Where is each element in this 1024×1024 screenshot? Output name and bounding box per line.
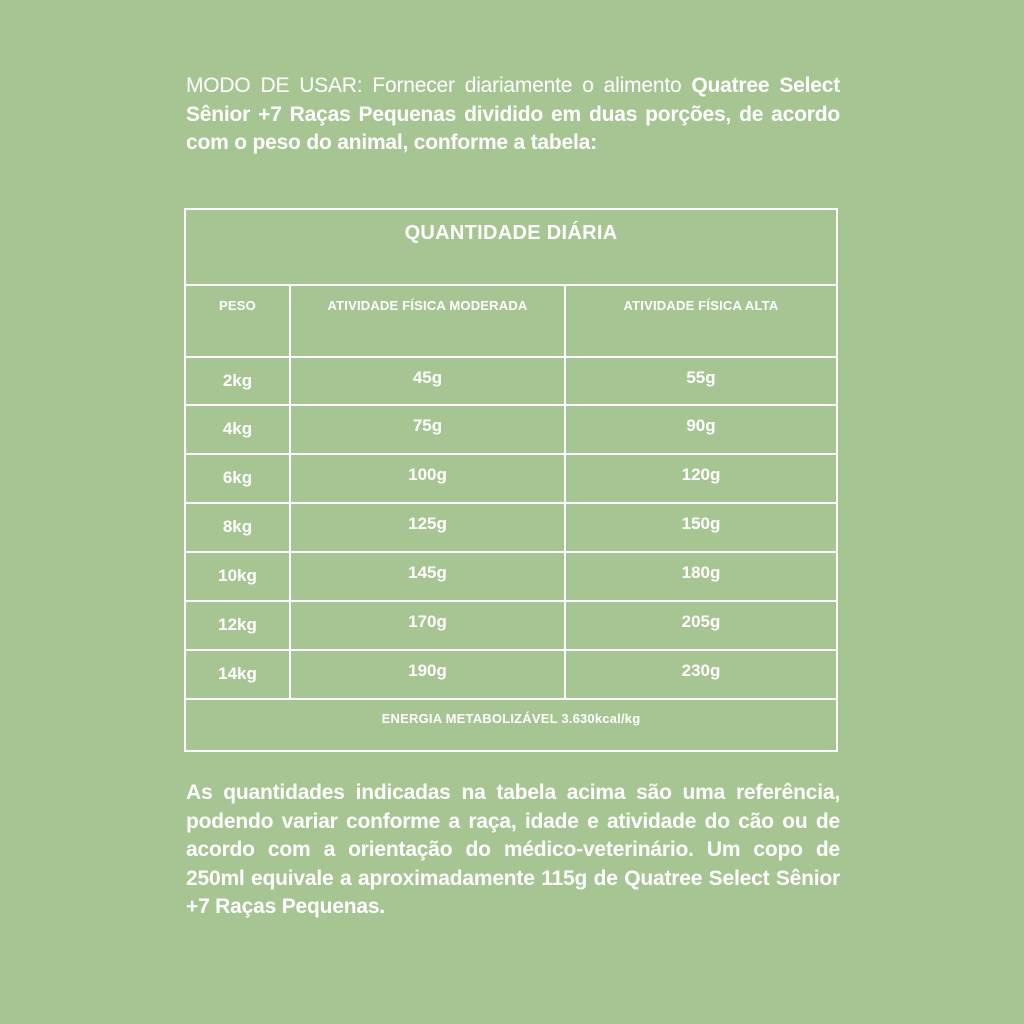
table-divider [186,698,836,700]
cell-high-activity: 90g [686,416,716,435]
cell-high-activity: 150g [681,514,721,533]
product-name: Quatree Select Sênior +7 Raças Pequenas [186,74,840,126]
cell-weight: 10kg [218,566,257,585]
column-header-weight: PESO [219,298,256,313]
disclaimer-body: As quantidades indicadas na tabela acima são uma referência, podendo variar conforme a raça, idade e atividade do cão ou de acordo com a orientação do médico-veterinário. Um copo de 250ml equivale a aproximadamente 115g de [186,781,840,890]
cell-moderate-activity: 100g [408,465,447,484]
cell-moderate-activity: 170g [408,612,447,631]
table-title: QUANTIDADE DIÁRIA [404,222,618,244]
column-header-moderate-activity: ATIVIDADE FÍSICA MODERADA [327,298,528,313]
column-header-high-activity: ATIVIDADE FÍSICA ALTA [623,298,779,313]
usage-instructions [186,72,840,158]
table-divider [186,284,836,286]
cell-high-activity: 180g [681,563,721,582]
cell-weight: 14kg [218,664,257,683]
cell-high-activity: 55g [686,368,716,387]
cell-weight: 6kg [222,468,253,487]
cell-high-activity: 230g [681,661,721,680]
cell-weight: 8kg [222,517,253,536]
cell-high-activity: 120g [681,465,721,484]
metabolizable-energy: ENERGIA METABOLIZÁVEL 3.630kcal/kg [381,711,641,726]
usage-rest-text: dividido em duas porções, de acordo com o peso do animal, conforme a tabela: [186,102,840,154]
product-name: Quatree Select Sênior +7 Raças Pequenas. [186,866,841,918]
cell-moderate-activity: 190g [408,661,447,680]
cell-high-activity: 205g [681,612,721,631]
cell-weight: 12kg [218,615,257,634]
usage-lead-text: MODO DE USAR: Fornecer diariamente o alimento [186,74,692,97]
cell-weight: 4kg [222,419,253,438]
cell-moderate-activity: 125g [408,514,447,533]
cell-moderate-activity: 45g [412,368,443,387]
cell-weight: 2kg [222,371,253,390]
disclaimer-text [186,779,840,922]
daily-quantity-table [184,208,838,752]
cell-moderate-activity: 75g [412,416,443,435]
cell-moderate-activity: 145g [408,563,447,582]
